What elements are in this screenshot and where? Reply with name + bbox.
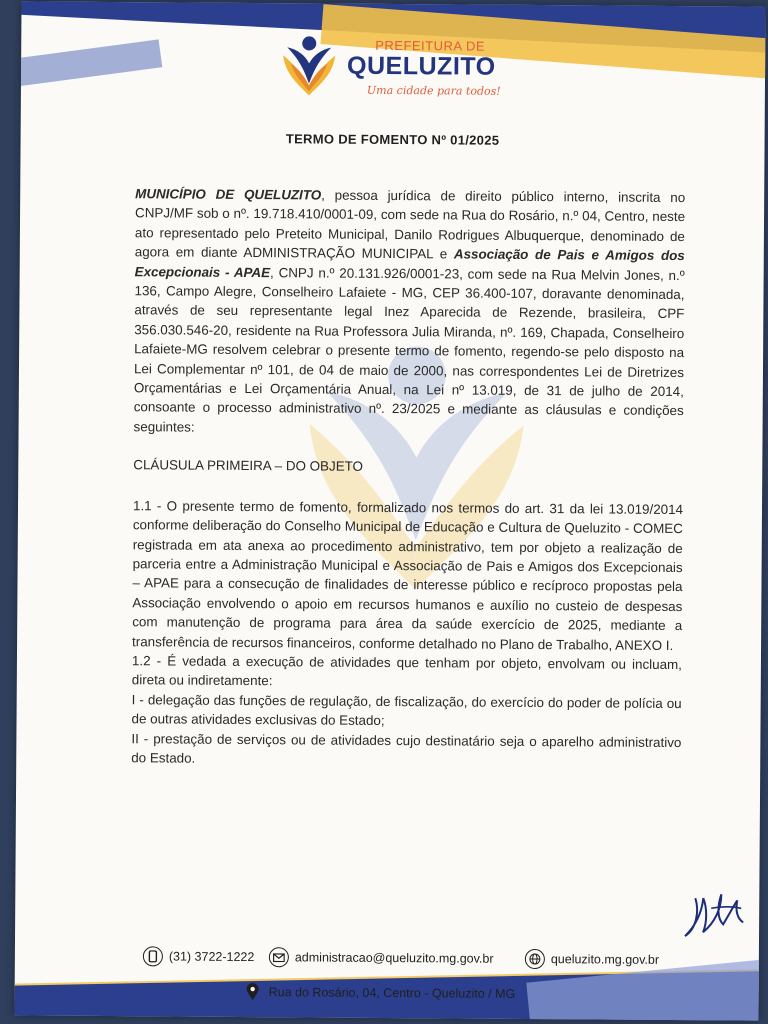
intro-text-part1: , pessoa jurídica de direito público interno, inscrita no CNPJ/MF sob o nº. 19.718.410/0001-09, com sede na Rua do Rosário, n.º 04, Centro, neste ato representado pelo Preteito Municipal, Danilo Rodrigues Albuquerque, denominado de agora em diante ADMINISTRAÇÃO MUNICIPAL e <box>134 187 686 262</box>
logo-emblem-icon <box>279 33 339 101</box>
logo-municipality-name: QUELUZITO <box>347 51 496 81</box>
footer-address-text: Rua do Rosário, 04, Centro - Queluzito / MG <box>268 985 516 1001</box>
document-title: TERMO DE FOMENTO Nº 01/2025 <box>285 131 500 148</box>
footer-email-text[interactable]: administracao@queluzito.mg.gov.br <box>294 950 494 966</box>
footer-address <box>243 982 516 1004</box>
logo-prefeitura-text: PREFEITURA DE <box>375 37 486 54</box>
email-icon <box>269 947 289 967</box>
clause-item-ii: II - prestação de serviços ou de atividades cujo destinatário seja o aparelho administrativo do Estado. <box>131 730 682 766</box>
clause-item-i: I - delegação das funções de regulação, de fiscalização, do exercício do poder de polícia ou de outras atividades exclusivas do Estado; <box>131 691 682 729</box>
logo-tagline: Uma cidade para todos! <box>366 83 501 98</box>
footer-website[interactable] <box>525 949 659 970</box>
clause-heading: CLÁUSULA PRIMEIRA – DO OBJETO <box>133 457 364 475</box>
header-light-band <box>14 39 162 88</box>
party-apae: Associação de Pais e Amigos dos Excepcionais - APAE <box>134 246 685 280</box>
footer-phone-text: (31) 3722-1222 <box>168 949 255 965</box>
footer-phone <box>143 946 255 967</box>
clause-1-2: 1.2 - É vedada a execução de atividades que tenham por objeto, envolvam ou incluam, direta ou indiretamente: <box>131 653 682 689</box>
location-pin-icon <box>243 982 263 1002</box>
party-municipality: MUNICÍPIO DE QUELUZITO <box>135 186 322 203</box>
document-body <box>131 184 685 771</box>
handwritten-signature <box>677 878 757 949</box>
document-page <box>14 1 765 1020</box>
footer-website-text[interactable]: queluzito.mg.gov.br <box>550 952 660 967</box>
intro-paragraph <box>134 184 686 440</box>
footer-email[interactable] <box>269 947 494 969</box>
clause-1-1: 1.1 - O presente termo de fomento, formalizado nos termos do art. 31 da lei 13.019/2014 conforme deliberação do Conselho Municipal de Educação e Cultura de Queluzito - COMEC registrada em ata anexa ao procedimento administrativo, tem por objeto a realização de parceria entre a Administração Municipal e Associação de Pais e Amigos dos Excepcionais – APAE para a consecução de finalidades de interesse público e recíproco propostas pela Associação envolvendo o apoio em recursos humanos e auxílio no custeio de despesas com manutenção de programa para área da saúde exercício de 2025, mediante a transferência de recursos financeiros, conforme detalhado no Plano de Trabalho, ANEXO I. <box>132 497 684 653</box>
intro-text-part2: , CNPJ n.º 20.131.926/0001-23, com sede na Rua Melvin Jones, n.º 136, Campo Alegre, Conselheiro Lafaiete - MG, CEP 36.400-107, doravante denominada, através de seu representante legal Inez Aparecida de Rezende, brasileira, CPF 356.030.546-20, residente na Rua Professora Julia Miranda, nº. 169, Chapada, Conselheiro Lafaiete-MG resolvem celebrar o presente termo de fomento, regendo-se pelo disposto na Lei Complementar nº 101, de 04 de maio de 2000, nas correspondentes Lei de Diretrizes Orçamentárias e Lei Orçamentária Anual, na Lei nº 13.019, de 31 de julho de 2014, consoante o processo administrativo nº. 23/2025 e mediante as cláusulas e condições seguintes: <box>133 264 685 435</box>
globe-icon <box>525 949 545 969</box>
footer-contacts <box>15 945 759 1001</box>
prefeitura-logo <box>279 33 539 107</box>
phone-icon <box>143 946 163 966</box>
